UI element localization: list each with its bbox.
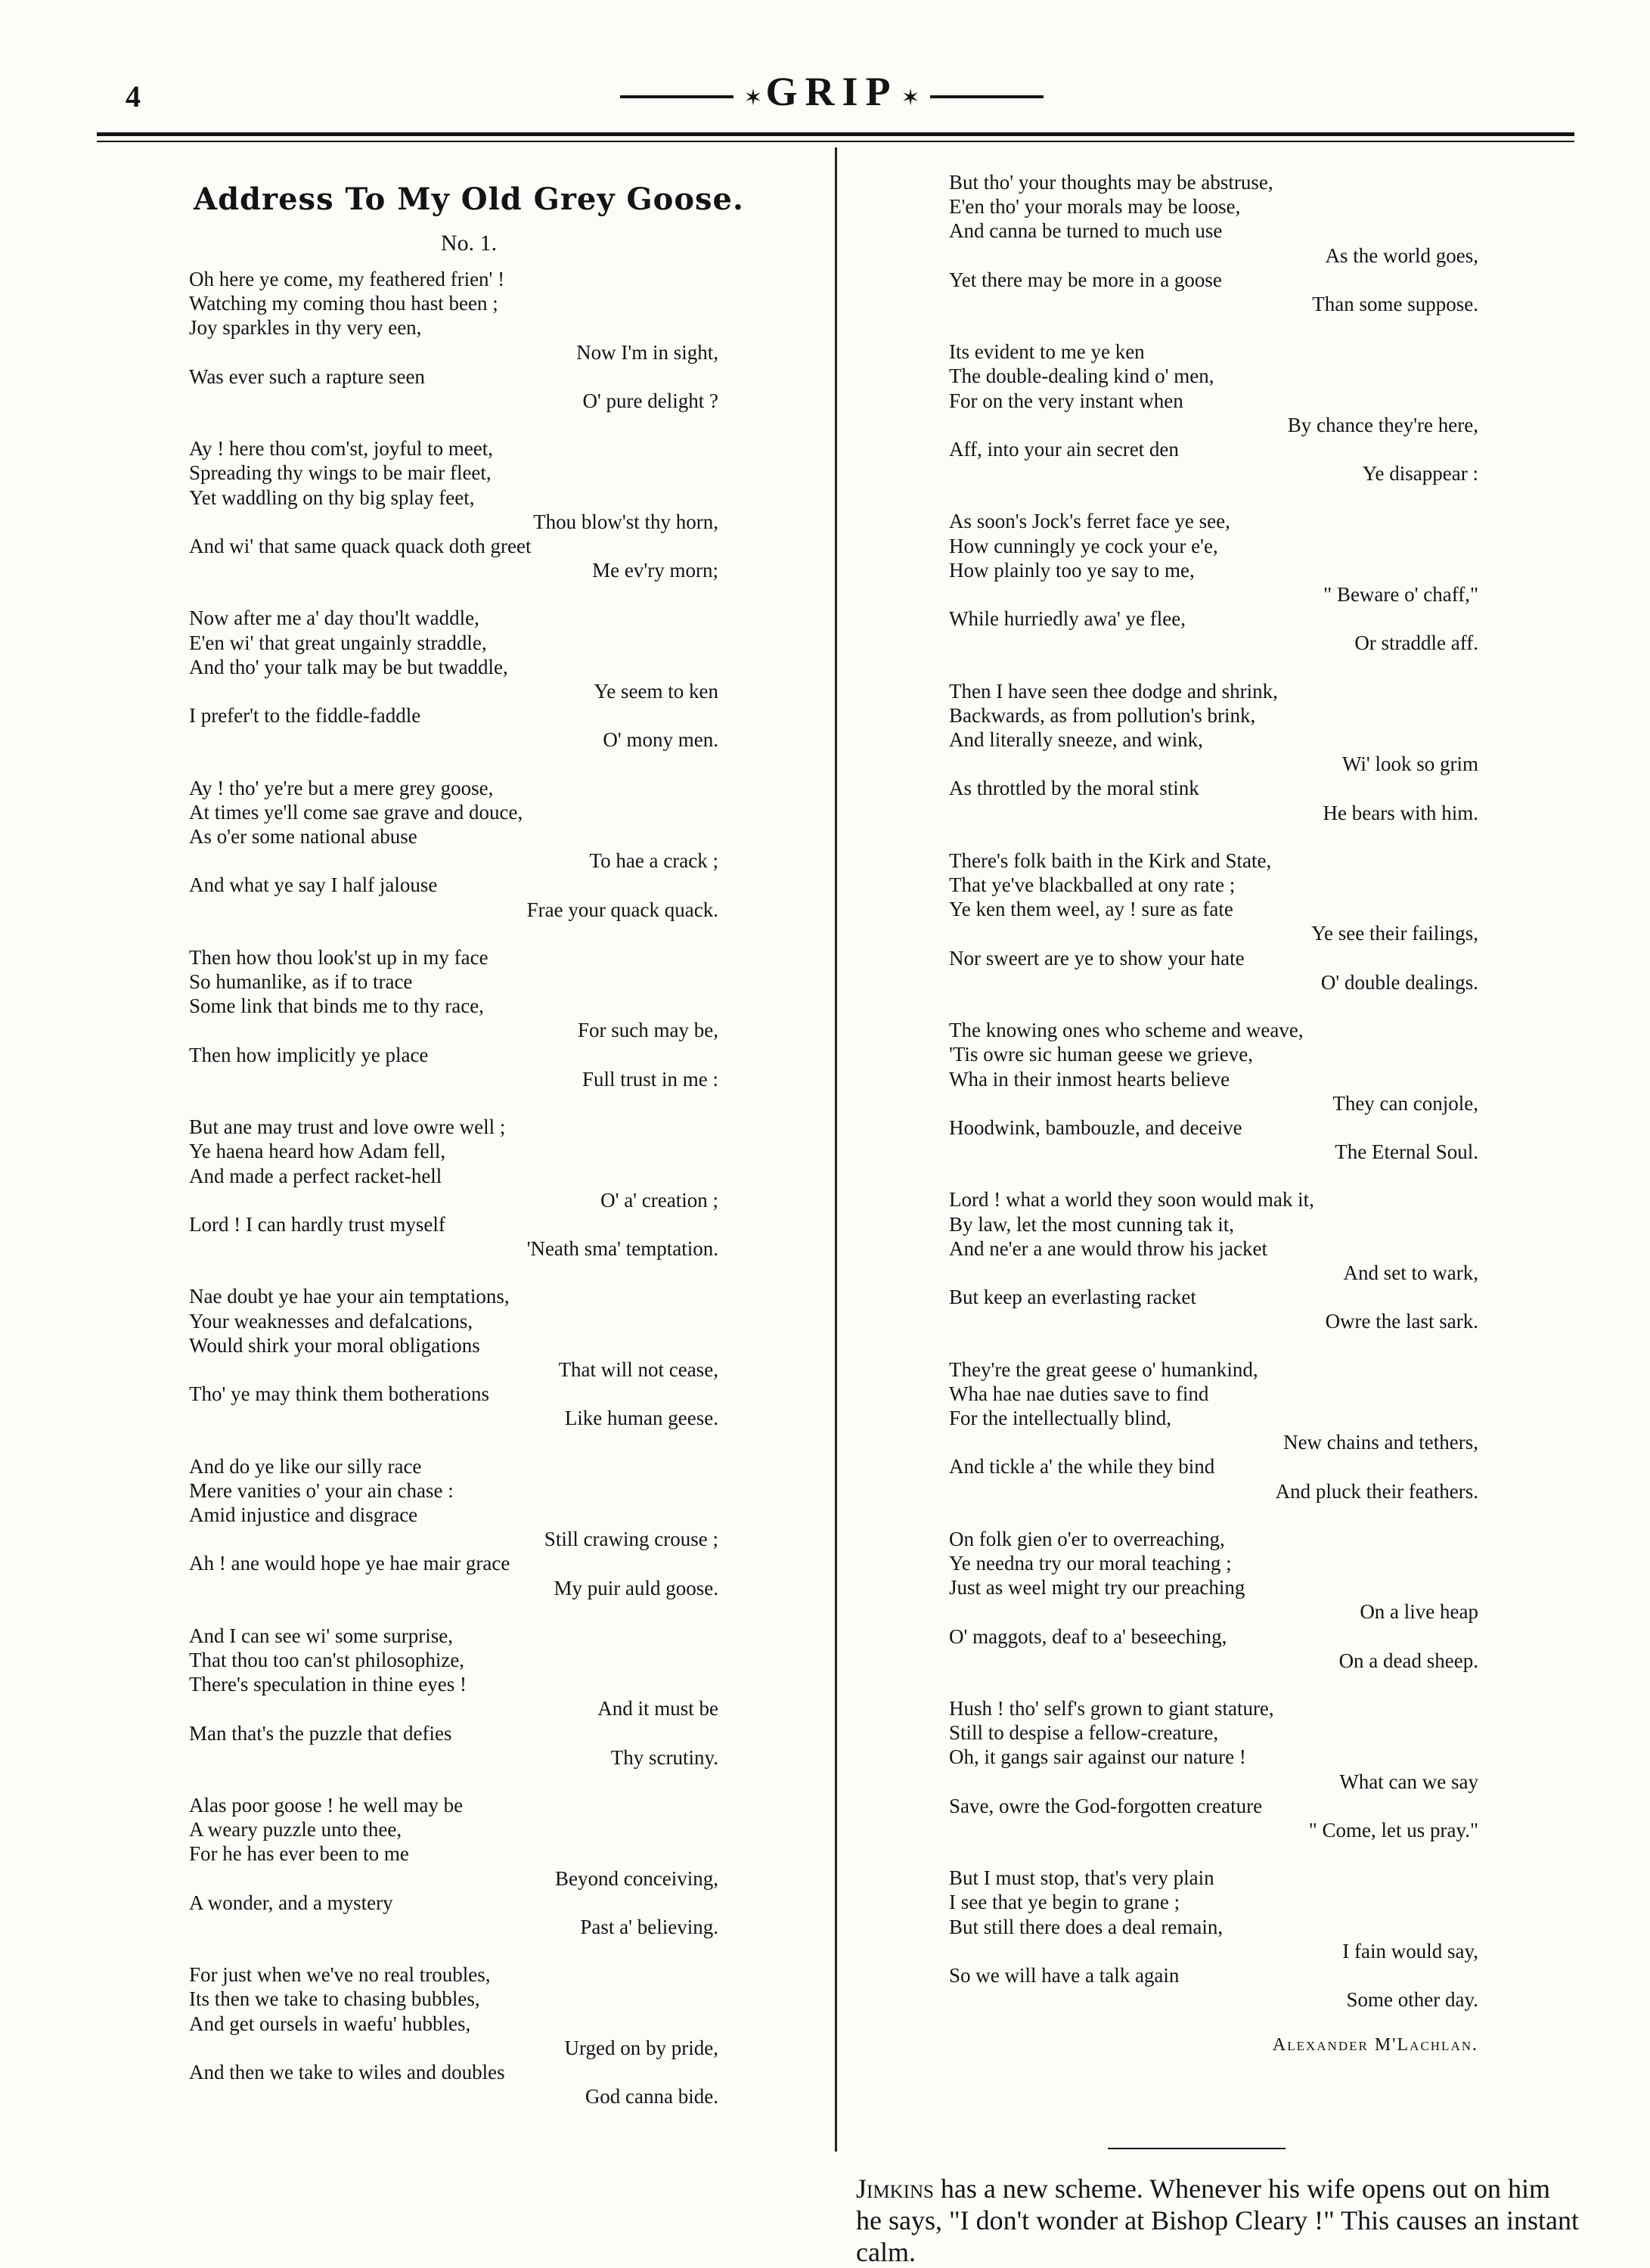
poem-line: And ne'er a ane would throw his jacket bbox=[949, 1236, 1267, 1260]
poem-line: Man that's the puzzle that defies bbox=[189, 1721, 452, 1745]
poem-line: Amid injustice and disgrace bbox=[189, 1503, 418, 1526]
stanza bbox=[949, 1527, 1478, 1673]
poem-line: Or straddle aff. bbox=[1354, 631, 1478, 655]
poem-line: At times ye'll come sae grave and douce, bbox=[189, 800, 523, 824]
page-number: 4 bbox=[126, 79, 141, 113]
poem-line: He bears with him. bbox=[1323, 801, 1478, 824]
poem-line: There's folk baith in the Kirk and State, bbox=[949, 849, 1272, 872]
poem-line: And what ye say I half jalouse bbox=[189, 873, 438, 897]
stanza bbox=[189, 1624, 718, 1770]
poem-line: That ye've blackballed at ony rate ; bbox=[949, 873, 1236, 897]
poem-line: Joy sparkles in thy very een, bbox=[189, 316, 422, 340]
poem-line: And literally sneeze, and wink, bbox=[949, 728, 1203, 752]
poem-line: And canna be turned to much use bbox=[949, 219, 1223, 243]
poem-line: Ye disappear : bbox=[1362, 462, 1478, 486]
poem-line: Oh here ye come, my feathered frien' ! bbox=[189, 268, 505, 290]
poem-line: Wha hae nae duties save to find bbox=[949, 1382, 1209, 1405]
poem-line: E'en wi' that great ungainly straddle, bbox=[189, 631, 487, 654]
stanza bbox=[949, 1866, 1478, 2012]
poem-line: And wi' that same quack quack doth greet bbox=[189, 535, 532, 558]
poem-line: 'Neath sma' temptation. bbox=[526, 1237, 718, 1261]
poem-line: I see that ye begin to grane ; bbox=[949, 1891, 1180, 1914]
stanza bbox=[189, 267, 718, 413]
stanza bbox=[189, 436, 718, 582]
poem-line: The Eternal Soul. bbox=[1335, 1140, 1478, 1164]
poem-line: Now I'm in sight, bbox=[576, 340, 718, 364]
poem-line: O' double dealings. bbox=[1320, 970, 1478, 994]
poem-line: My puir auld goose. bbox=[554, 1576, 718, 1599]
poem-line: Wi' look so grim bbox=[1341, 752, 1478, 776]
note-text: has a new scheme. Whenever his wife opens out on him he says, "I don't wonder at Bishop Cleary !" This causes an instant calm. bbox=[856, 2173, 1580, 2267]
column-divider bbox=[835, 147, 837, 2152]
stanza bbox=[189, 776, 718, 922]
poem-line: Thy scrutiny. bbox=[610, 1745, 718, 1769]
poem-line: Then I have seen thee dodge and shrink, bbox=[949, 679, 1278, 703]
poem-line: For the intellectually blind, bbox=[949, 1406, 1171, 1429]
poem-line: Ye seem to ken bbox=[594, 680, 718, 703]
poem-line: They're the great geese o' humankind, bbox=[949, 1357, 1258, 1381]
poem-line: Urged on by pride, bbox=[564, 2036, 718, 2059]
poem-line: They can conjole, bbox=[1332, 1091, 1478, 1115]
poem-line: Frae your quack quack. bbox=[526, 898, 718, 921]
page-header bbox=[0, 68, 1650, 121]
jimkins-note bbox=[856, 2173, 1582, 2268]
poem-line: While hurriedly awa' ye flee, bbox=[949, 607, 1186, 631]
poem-line: Nae doubt ye hae your ain temptations, bbox=[189, 1285, 510, 1308]
poem-line: Ay ! here thou com'st, joyful to meet, bbox=[189, 437, 494, 461]
poem-line: On a live heap bbox=[1360, 1600, 1478, 1624]
poem-author: Alexander M'Lachlan. bbox=[1272, 2035, 1478, 2055]
poem-line: For such may be, bbox=[578, 1019, 718, 1042]
poem-line: On a dead sheep. bbox=[1338, 1649, 1478, 1672]
poem-line: But I must stop, that's very plain bbox=[949, 1866, 1214, 1890]
poem-line: So humanlike, as if to trace bbox=[189, 970, 413, 994]
poem-line: I fain would say, bbox=[1342, 1939, 1478, 1962]
poem-line: Still crawing crouse ; bbox=[544, 1528, 718, 1551]
stanza bbox=[189, 945, 718, 1091]
poem-line: As soon's Jock's ferret face ye see, bbox=[949, 510, 1230, 533]
stanza bbox=[949, 509, 1478, 655]
poem-line: Like human geese. bbox=[564, 1407, 718, 1430]
poem-line: And then we take to wiles and doubles bbox=[189, 2061, 505, 2083]
poem-line: The double-dealing kind o' men, bbox=[949, 365, 1214, 388]
poem-line: And tickle a' the while they bind bbox=[949, 1455, 1215, 1478]
poem-line: Its evident to me ye ken bbox=[949, 340, 1145, 364]
poem-line: Full trust in me : bbox=[582, 1067, 718, 1091]
poem-line: And set to wark, bbox=[1343, 1261, 1478, 1284]
stanza bbox=[949, 340, 1478, 486]
poem-line: Backwards, as from pollution's brink, bbox=[949, 703, 1256, 727]
poem-line: " Beware o' chaff," bbox=[1323, 583, 1478, 607]
poem-line: 'Tis owre sic human geese we grieve, bbox=[949, 1043, 1254, 1066]
poem-line: Now after me a' day thou'lt waddle, bbox=[189, 607, 479, 630]
masthead-rule-left bbox=[620, 95, 734, 98]
poem-line: So we will have a talk again bbox=[949, 1964, 1180, 1987]
poem-line: " Come, let us pray." bbox=[1308, 1818, 1478, 1841]
poem-line: Oh, it gangs sair against our nature ! bbox=[949, 1745, 1246, 1769]
poem-line: Nor sweert are ye to show your hate bbox=[949, 946, 1245, 970]
poem-title: Address To My Old Grey Goose. bbox=[194, 182, 744, 217]
poem-line: And made a perfect racket-hell bbox=[189, 1164, 442, 1187]
poem-line: Ah ! ane would hope ye hae mair grace bbox=[189, 1552, 510, 1575]
poem-line: But still there does a deal remain, bbox=[949, 1915, 1224, 1938]
poem-line: Wha in their inmost hearts believe bbox=[949, 1067, 1230, 1091]
poem-line: And do ye like our silly race bbox=[189, 1454, 422, 1478]
poem-line: To hae a crack ; bbox=[589, 849, 718, 873]
poem-line: Mere vanities o' your ain chase : bbox=[189, 1478, 454, 1502]
poem-line: Beyond conceiving, bbox=[555, 1866, 718, 1890]
poem-line: Its then we take to chasing bubbles, bbox=[189, 1987, 480, 2011]
poem-line: As throttled by the moral stink bbox=[949, 777, 1199, 800]
poem-line: Ay ! tho' ye're but a mere grey goose, bbox=[189, 776, 494, 799]
poem-line: The knowing ones who scheme and weave, bbox=[949, 1019, 1304, 1042]
poem-line: And tho' your talk may be but twaddle, bbox=[189, 655, 508, 678]
poem-line: Owre the last sark. bbox=[1325, 1310, 1478, 1333]
poem-line: Hush ! tho' self's grown to giant stature, bbox=[949, 1696, 1274, 1720]
masthead bbox=[605, 68, 1059, 115]
poem-line: What can we say bbox=[1339, 1770, 1478, 1793]
poem-line: Past a' believing. bbox=[580, 1915, 718, 1938]
poem-line: Lord ! I can hardly trust myself bbox=[189, 1212, 445, 1236]
poem-line: And I can see wi' some surprise, bbox=[189, 1624, 454, 1647]
poem-line: O' maggots, deaf to a' beseeching, bbox=[949, 1624, 1227, 1648]
poem-line: Watching my coming thou hast been ; bbox=[189, 292, 498, 315]
poem-line: Some link that binds me to thy race, bbox=[189, 994, 484, 1018]
stanza bbox=[949, 1357, 1478, 1503]
right-column bbox=[949, 170, 1478, 2055]
right-stanzas bbox=[949, 170, 1478, 2012]
poem-line: God canna bide. bbox=[585, 2085, 718, 2108]
masthead-title: GRIP bbox=[765, 69, 898, 114]
masthead-star-right-icon: ✶ bbox=[901, 85, 920, 110]
poem-line: Ye haena heard how Adam fell, bbox=[189, 1140, 446, 1163]
poem-line: O' pure delight ? bbox=[582, 389, 718, 413]
poem-line: Would shirk your moral obligations bbox=[189, 1333, 480, 1357]
stanza bbox=[949, 1018, 1478, 1164]
poem-line: E'en tho' your morals may be loose, bbox=[949, 195, 1241, 219]
poem-line: By chance they're here, bbox=[1287, 413, 1478, 436]
poem-line: That thou too can'st philosophize, bbox=[189, 1648, 465, 1671]
poem-line: How cunningly ye cock your e'e, bbox=[949, 534, 1218, 557]
poem-line: Thou blow'st thy horn, bbox=[533, 510, 718, 533]
poem-line: For on the very instant when bbox=[949, 389, 1183, 412]
poem-line: Just as weel might try our preaching bbox=[949, 1576, 1245, 1599]
poem-line: On folk gien o'er to overreaching, bbox=[949, 1527, 1225, 1550]
stanza bbox=[189, 606, 718, 752]
poem-line: Ye see their failings, bbox=[1311, 922, 1478, 945]
stanza bbox=[189, 1115, 718, 1261]
poem-line: A wonder, and a mystery bbox=[189, 1891, 393, 1914]
poem-line: Still to despise a fellow-creature, bbox=[949, 1721, 1219, 1745]
stanza bbox=[949, 170, 1478, 316]
poem-line: How plainly too ye say to me, bbox=[949, 558, 1195, 582]
poem-line: But keep an everlasting racket bbox=[949, 1286, 1196, 1309]
stanza bbox=[189, 1793, 718, 1939]
poem-line: Than some suppose. bbox=[1312, 293, 1478, 316]
masthead-star-left-icon: ✶ bbox=[743, 85, 763, 110]
stanza bbox=[949, 849, 1478, 994]
note-name: Jimkins bbox=[856, 2173, 934, 2204]
poem-line: As the world goes, bbox=[1325, 244, 1478, 267]
poem-line: Alas poor goose ! he well may be bbox=[189, 1793, 464, 1817]
stanza bbox=[189, 1962, 718, 2108]
left-column bbox=[189, 182, 744, 2132]
poem-line: Some other day. bbox=[1346, 1988, 1478, 2012]
section-divider bbox=[1108, 2148, 1286, 2149]
poem-line: By law, let the most cunning tak it, bbox=[949, 1212, 1234, 1236]
poem-line: Me ev'ry morn; bbox=[592, 559, 718, 582]
poem-line: Then how thou look'st up in my face bbox=[189, 945, 488, 969]
poem-line: Your weaknesses and defalcations, bbox=[189, 1309, 473, 1333]
poem-line: Ye needna try our moral teaching ; bbox=[949, 1551, 1232, 1575]
poem-line: Save, owre the God-forgotten creature bbox=[949, 1794, 1263, 1817]
poem-line: I prefer't to the fiddle-faddle bbox=[189, 704, 421, 728]
poem-line: New chains and tethers, bbox=[1283, 1431, 1478, 1454]
stanza bbox=[189, 1284, 718, 1430]
header-rule-thick bbox=[97, 132, 1574, 136]
poem-line: Then how implicitly ye place bbox=[189, 1043, 429, 1066]
masthead-rule-right bbox=[930, 95, 1044, 98]
left-stanzas bbox=[189, 267, 718, 2108]
poem-line: As o'er some national abuse bbox=[189, 825, 417, 849]
poem-line: For he has ever been to me bbox=[189, 1842, 409, 1866]
poem-line: Hoodwink, bambouzle, and deceive bbox=[949, 1115, 1242, 1139]
poem-line: Ye ken them weel, ay ! sure as fate bbox=[949, 898, 1233, 921]
poem-line: A weary puzzle unto thee, bbox=[189, 1818, 402, 1841]
poem-line: But ane may trust and love owre well ; bbox=[189, 1115, 506, 1139]
header-rule-thin bbox=[97, 141, 1574, 142]
poem-line: Yet waddling on thy big splay feet, bbox=[189, 486, 475, 509]
stanza bbox=[949, 679, 1478, 825]
poem-line: Tho' ye may think them botherations bbox=[189, 1382, 490, 1406]
poem-line: Spreading thy wings to be mair fleet, bbox=[189, 461, 492, 485]
poem-line: That will not cease, bbox=[558, 1357, 718, 1381]
poem-line: And get oursels in waefu' hubbles, bbox=[189, 2012, 471, 2035]
poem-line: O' mony men. bbox=[603, 728, 718, 752]
poem-line: O' a' creation ; bbox=[600, 1188, 718, 1212]
poem-line: There's speculation in thine eyes ! bbox=[189, 1673, 467, 1696]
poem-line: But tho' your thoughts may be abstruse, bbox=[949, 171, 1273, 194]
poem-line: Yet there may be more in a goose bbox=[949, 268, 1222, 291]
stanza bbox=[949, 1187, 1478, 1333]
poem-line: Lord ! what a world they soon would mak it, bbox=[949, 1188, 1314, 1212]
poem-line: Was ever such a rapture seen bbox=[189, 365, 425, 388]
poem-subtitle: No. 1. bbox=[440, 231, 498, 256]
poem-line: And it must be bbox=[597, 1697, 718, 1720]
stanza bbox=[949, 1696, 1478, 1842]
stanza bbox=[189, 1454, 718, 1600]
poem-line: Aff, into your ain secret den bbox=[949, 438, 1179, 461]
poem-line: For just when we've no real troubles, bbox=[189, 1963, 491, 1987]
poem-line: And pluck their feathers. bbox=[1275, 1479, 1478, 1503]
